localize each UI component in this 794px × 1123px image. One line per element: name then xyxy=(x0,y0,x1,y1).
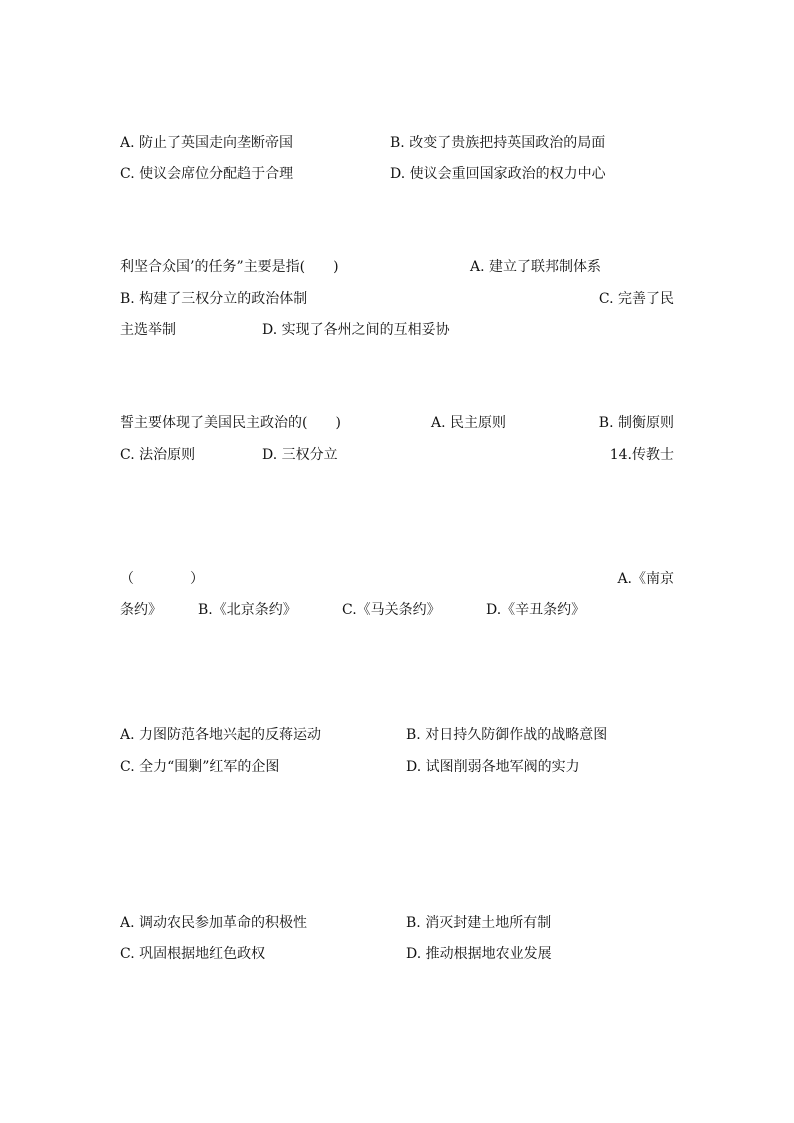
q13-option-b: B. 制衡原则 xyxy=(598,415,674,431)
q15-stem-line-2 xyxy=(120,661,674,685)
q14-answer-line xyxy=(120,567,674,591)
q15-option-b: B. 对日持久防御作战的战略意图 xyxy=(406,727,608,743)
q14-stem-line-3 xyxy=(120,536,674,560)
q12-stem-line-1 xyxy=(120,193,674,217)
q14-option-d: D.《辛丑条约》 xyxy=(486,602,586,618)
text-line: 誓主要体现了美国民主政治的( ) xyxy=(120,415,341,431)
q16-stem-line-2 xyxy=(120,817,674,841)
q11-option-c: C. 使议会席位分配趋于合理 xyxy=(120,166,294,182)
text-line: 利坚合众国’的任务”主要是指( ) xyxy=(120,259,339,275)
q14-option-b: B.《北京条约》 xyxy=(198,602,297,618)
answer-blank: （ ） xyxy=(120,571,204,587)
q17-stem-line-1 xyxy=(120,973,674,997)
q14-option-a-tail: 条约》 xyxy=(120,602,162,618)
q15-options-ab xyxy=(120,723,674,747)
q16-options-cd xyxy=(120,942,674,966)
q13-option-a: A. 民主原则 xyxy=(431,415,507,431)
q14-stem-line-1 xyxy=(120,474,674,498)
q12-stem-line-2 xyxy=(120,224,674,248)
q13-option-d: D. 三权分立 xyxy=(262,447,338,463)
q15-options-cd xyxy=(120,755,674,779)
q11-options-ab xyxy=(120,131,674,155)
q16-option-d: D. 推动根据地农业发展 xyxy=(406,946,552,962)
q16-stem-line-4 xyxy=(120,879,674,903)
q11-stem-tail xyxy=(120,100,674,124)
q16-options-ab xyxy=(120,911,674,935)
q11-option-a: A. 防止了英国走向垄断帝国 xyxy=(120,135,294,151)
q12-options-cd xyxy=(120,318,674,342)
q13-option-c: C. 法治原则 xyxy=(120,447,196,463)
q12-options-bc xyxy=(120,287,674,311)
q12-stem-line-3 xyxy=(120,255,674,279)
q12-option-b: B. 构建了三权分立的政治体制 xyxy=(120,291,308,307)
q14-option-a: A.《南京 xyxy=(617,571,674,587)
q16-stem-line-3 xyxy=(120,848,674,872)
q12-option-c: C. 完善了民 xyxy=(598,291,674,307)
q16-option-c: C. 巩固根据地红色政权 xyxy=(120,946,266,962)
q14-number: 14.传教士 xyxy=(609,447,674,463)
q15-option-c: C. 全力“围剿”红军的企图 xyxy=(120,759,280,775)
q11-option-b: B. 改变了贵族把持英国政治的局面 xyxy=(390,135,606,151)
q13-stem-line-1 xyxy=(120,349,674,373)
q15-stem-line-1 xyxy=(120,630,674,654)
q11-option-d: D. 使议会重回国家政治的权力中心 xyxy=(390,166,606,182)
q16-stem-line-1 xyxy=(120,786,674,810)
q15-option-a: A. 力图防范各地兴起的反蒋运动 xyxy=(120,727,322,743)
q14-options xyxy=(120,598,674,622)
q11-options-cd xyxy=(120,162,674,186)
q13-stem-line-3 xyxy=(120,411,674,435)
q16-option-a: A. 调动农民参加革命的积极性 xyxy=(120,915,308,931)
q12-option-a: A. 建立了联邦制体系 xyxy=(470,259,602,275)
q12-option-d: D. 实现了各州之间的互相妥协 xyxy=(262,322,450,338)
q13-stem-line-2 xyxy=(120,380,674,404)
q15-stem-line-3 xyxy=(120,692,674,716)
q12-option-c-tail: 主选举制 xyxy=(120,322,176,338)
q13-options-cd xyxy=(120,443,674,467)
q14-stem-line-2 xyxy=(120,505,674,529)
q16-option-b: B. 消灭封建土地所有制 xyxy=(406,915,552,931)
q15-option-d: D. 试图削弱各地军阀的实力 xyxy=(406,759,580,775)
q14-option-c: C.《马关条约》 xyxy=(342,602,441,618)
